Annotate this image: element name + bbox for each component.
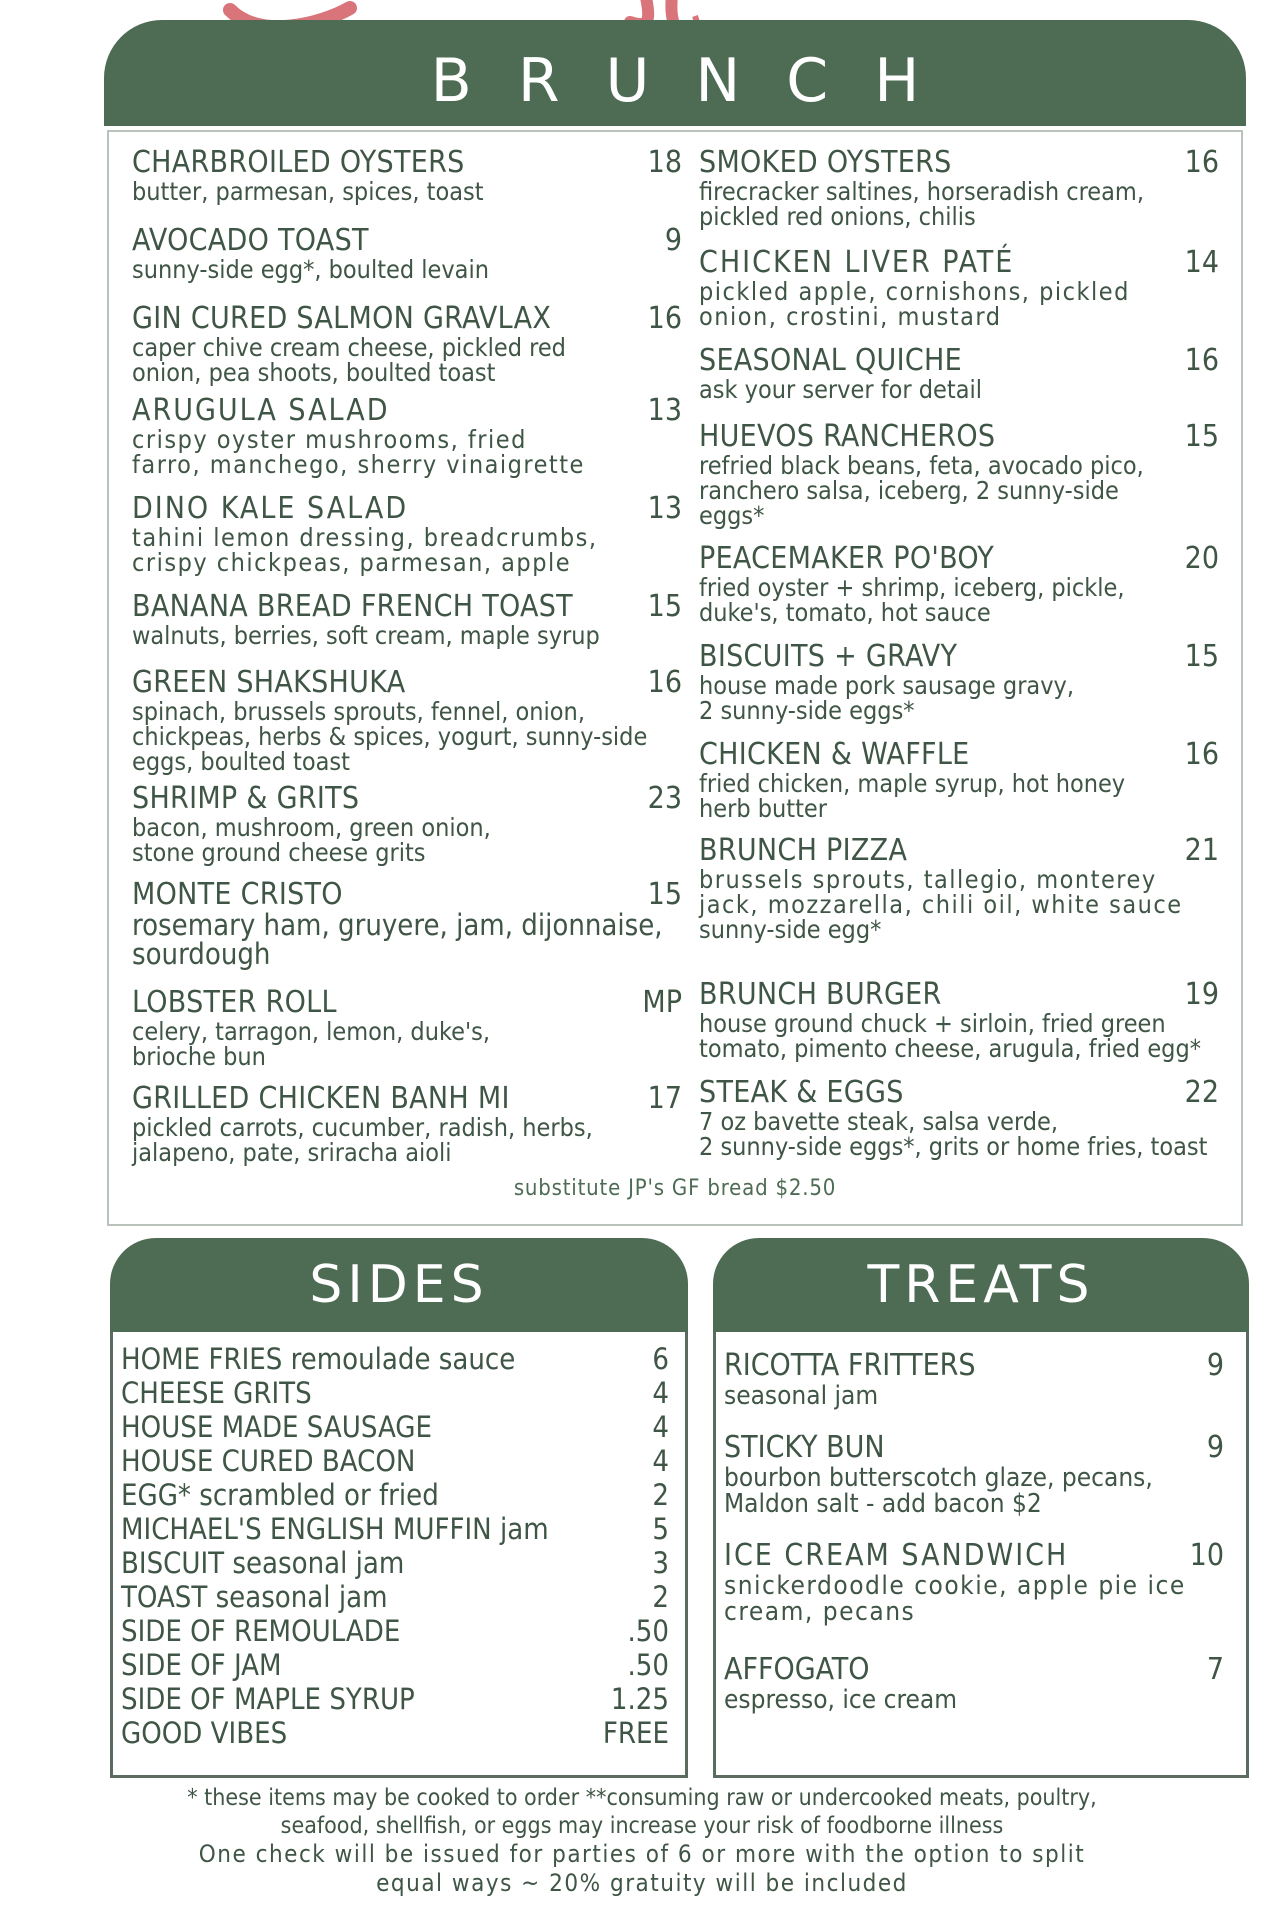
item-desc: tahini lemon dressing, breadcrumbs, <box>132 523 598 552</box>
treat-price: 9 <box>1206 1430 1224 1465</box>
side-price: 4 <box>652 1376 669 1410</box>
brunch-header <box>104 20 1246 126</box>
side-name: HOME FRIES remoulade sauce <box>121 1342 516 1376</box>
item-price: 16 <box>1184 343 1219 378</box>
treats-header <box>713 1238 1249 1332</box>
item-price: 9 <box>664 223 682 258</box>
treat-name: RICOTTA FRITTERS <box>724 1348 976 1383</box>
item-name: AVOCADO TOAST <box>132 223 369 258</box>
item-desc: farro, manchego, sherry vinaigrette <box>132 450 585 479</box>
item-desc: sunny-side egg*, boulted levain <box>132 255 489 284</box>
side-price: 1.25 <box>610 1682 669 1716</box>
item-price: 14 <box>1184 245 1219 280</box>
item-price: MP <box>642 985 682 1020</box>
sides-title: SIDES <box>309 1255 489 1315</box>
item-desc: butter, parmesan, spices, toast <box>132 177 484 206</box>
item-name: DINO KALE SALAD <box>132 491 409 526</box>
side-item <box>121 1648 669 1682</box>
item-price: 13 <box>647 393 682 428</box>
side-price: 2 <box>652 1478 669 1512</box>
side-item <box>121 1682 669 1716</box>
menu-item <box>699 541 1219 627</box>
item-desc: herb butter <box>699 794 828 823</box>
side-item <box>121 1410 669 1444</box>
menu-item <box>699 1075 1219 1161</box>
menu-item <box>132 223 682 284</box>
item-price: 21 <box>1184 833 1219 868</box>
item-name: SEASONAL QUICHE <box>699 343 962 378</box>
item-desc: pickled apple, cornishons, pickled <box>699 277 1130 306</box>
side-price: 2 <box>652 1580 669 1614</box>
item-desc: caper chive cream cheese, pickled red <box>132 333 566 362</box>
item-desc: fried chicken, maple syrup, hot honey <box>699 769 1126 798</box>
menu-item <box>699 833 1219 944</box>
side-price: 3 <box>652 1546 669 1580</box>
treat-desc: snickerdoodle cookie, apple pie ice <box>724 1571 1186 1601</box>
item-price: 15 <box>647 877 682 912</box>
item-desc: walnuts, berries, soft cream, maple syrup <box>132 621 600 650</box>
item-desc: onion, pea shoots, boulted toast <box>132 358 496 387</box>
side-name: HOUSE MADE SAUSAGE <box>121 1410 432 1444</box>
gf-bread-note: substitute JP's GF bread $2.50 <box>513 1176 837 1201</box>
side-price: 4 <box>652 1410 669 1444</box>
footer-gratuity-line-1: One check will be issued for parties of 6 or more with the option to split <box>198 1840 1086 1868</box>
menu-item <box>132 301 682 387</box>
side-name: TOAST seasonal jam <box>121 1580 388 1614</box>
menu-item <box>699 419 1219 530</box>
item-desc: eggs* <box>699 501 765 530</box>
side-name: EGG* scrambled or fried <box>121 1478 439 1512</box>
item-desc: pickled red onions, chilis <box>699 202 976 231</box>
side-name: SIDE OF MAPLE SYRUP <box>121 1682 415 1716</box>
item-desc: chickpeas, herbs & spices, yogurt, sunny-side <box>132 722 648 751</box>
treat-item <box>724 1430 1224 1517</box>
treat-price: 10 <box>1189 1538 1224 1573</box>
item-price: 17 <box>647 1081 682 1116</box>
side-item <box>121 1580 669 1614</box>
menu-item <box>699 145 1219 231</box>
menu-item <box>132 985 682 1071</box>
side-item <box>121 1444 669 1478</box>
menu-item <box>132 491 682 577</box>
item-price: 20 <box>1184 541 1219 576</box>
item-desc: 7 oz bavette steak, salsa verde, <box>699 1107 1059 1136</box>
item-name: PEACEMAKER PO'BOY <box>699 541 995 576</box>
item-desc: tomato, pimento cheese, arugula, fried egg* <box>699 1034 1201 1063</box>
item-desc: house ground chuck + sirloin, fried green <box>699 1009 1166 1038</box>
treat-desc: Maldon salt - add bacon $2 <box>724 1489 1042 1519</box>
menu-item <box>132 665 682 776</box>
item-price: 15 <box>647 589 682 624</box>
item-name: CHICKEN & WAFFLE <box>699 737 970 772</box>
item-price: 19 <box>1184 977 1219 1012</box>
treat-desc: espresso, ice cream <box>724 1685 958 1715</box>
treats-body <box>713 1332 1249 1778</box>
item-name: BANANA BREAD FRENCH TOAST <box>132 589 573 624</box>
side-price: 4 <box>652 1444 669 1478</box>
side-item <box>121 1614 669 1648</box>
side-item <box>121 1546 669 1580</box>
treat-price: 9 <box>1206 1348 1224 1383</box>
item-desc: stone ground cheese grits <box>132 838 426 867</box>
item-desc: 2 sunny-side eggs*, grits or home fries, toast <box>699 1132 1208 1161</box>
side-name: BISCUIT seasonal jam <box>121 1546 405 1580</box>
item-desc: refried black beans, feta, avocado pico, <box>699 451 1144 480</box>
menu-item <box>699 737 1219 823</box>
treat-desc: cream, pecans <box>724 1597 916 1627</box>
item-name: BISCUITS + GRAVY <box>699 639 958 674</box>
side-name: MICHAEL'S ENGLISH MUFFIN jam <box>121 1512 549 1546</box>
item-name: ARUGULA SALAD <box>132 393 390 428</box>
item-price: 16 <box>647 301 682 336</box>
side-item <box>121 1342 669 1376</box>
item-desc: brussels sprouts, tallegio, monterey <box>699 865 1157 894</box>
side-name: GOOD VIBES <box>121 1716 288 1750</box>
item-desc: onion, crostini, mustard <box>699 302 1002 331</box>
item-name: HUEVOS RANCHEROS <box>699 419 996 454</box>
item-desc: eggs, boulted toast <box>132 747 350 776</box>
menu-item <box>132 589 682 650</box>
item-price: 23 <box>647 781 682 816</box>
treat-item <box>724 1348 1224 1409</box>
brunch-menu-box <box>107 130 1243 1226</box>
footer-gratuity-line-2: equal ways ~ 20% gratuity will be included <box>376 1869 908 1897</box>
item-desc: house made pork sausage gravy, <box>699 671 1074 700</box>
item-desc: fried oyster + shrimp, iceberg, pickle, <box>699 573 1125 602</box>
menu-item <box>699 343 1219 404</box>
sides-list <box>121 1342 669 1750</box>
item-desc: jack, mozzarella, chili oil, white sauce <box>699 890 1183 919</box>
side-item <box>121 1376 669 1410</box>
sides-body <box>110 1332 688 1778</box>
menu-item <box>699 977 1219 1063</box>
item-desc: bacon, mushroom, green onion, <box>132 813 491 842</box>
item-name: GREEN SHAKSHUKA <box>132 665 406 700</box>
treat-name: STICKY BUN <box>724 1430 885 1465</box>
brunch-title: BRUNCH <box>430 46 966 116</box>
menu-item <box>132 145 682 206</box>
treats-panel <box>713 1238 1249 1778</box>
item-desc: celery, tarragon, lemon, duke's, <box>132 1017 490 1046</box>
item-desc: firecracker saltines, horseradish cream, <box>699 177 1144 206</box>
treat-desc: bourbon butterscotch glaze, pecans, <box>724 1463 1153 1493</box>
item-desc: sourdough <box>132 937 271 971</box>
side-price: 6 <box>652 1342 669 1376</box>
item-desc: 2 sunny-side eggs* <box>699 696 915 725</box>
treat-name: AFFOGATO <box>724 1652 870 1687</box>
side-name: SIDE OF REMOULADE <box>121 1614 401 1648</box>
footer-allergy-line-1: * these items may be cooked to order **consuming raw or undercooked meats, poultry, <box>187 1785 1097 1811</box>
side-name: CHEESE GRITS <box>121 1376 312 1410</box>
menu-item <box>699 245 1219 331</box>
item-desc: brioche bun <box>132 1042 266 1071</box>
side-item <box>121 1512 669 1546</box>
item-price: 13 <box>647 491 682 526</box>
menu-item <box>132 781 682 867</box>
item-price: 16 <box>647 665 682 700</box>
menu-item <box>699 639 1219 725</box>
item-name: LOBSTER ROLL <box>132 985 337 1020</box>
item-desc: ask your server for detail <box>699 375 982 404</box>
side-name: SIDE OF JAM <box>121 1648 282 1682</box>
menu-item <box>132 1081 682 1167</box>
side-price: 5 <box>652 1512 669 1546</box>
menu-item <box>132 877 682 971</box>
item-name: BRUNCH PIZZA <box>699 833 908 868</box>
item-price: 16 <box>1184 737 1219 772</box>
item-name: CHICKEN LIVER PATÉ <box>699 245 1015 280</box>
item-name: BRUNCH BURGER <box>699 977 942 1012</box>
item-name: SMOKED OYSTERS <box>699 145 952 180</box>
item-name: CHARBROILED OYSTERS <box>132 145 465 180</box>
item-desc: rosemary ham, gruyere, jam, dijonnaise, <box>132 908 663 942</box>
side-price: .50 <box>627 1614 669 1648</box>
sides-panel <box>110 1238 688 1778</box>
menu-item <box>132 393 682 479</box>
footer-allergy-line-2: seafood, shellfish, or eggs may increase your risk of foodborne illness <box>280 1813 1004 1839</box>
item-price: 18 <box>647 145 682 180</box>
item-desc: crispy oyster mushrooms, fried <box>132 425 527 454</box>
item-name: STEAK & EGGS <box>699 1075 904 1110</box>
treat-price: 7 <box>1206 1652 1224 1687</box>
item-desc: pickled carrots, cucumber, radish, herbs, <box>132 1113 593 1142</box>
side-name: HOUSE CURED BACON <box>121 1444 416 1478</box>
item-name: SHRIMP & GRITS <box>132 781 360 816</box>
item-desc: ranchero salsa, iceberg, 2 sunny-side <box>699 476 1119 505</box>
item-price: 22 <box>1184 1075 1219 1110</box>
side-price: FREE <box>602 1716 669 1750</box>
footer <box>0 1784 1284 1898</box>
item-price: 15 <box>1184 419 1219 454</box>
item-desc: spinach, brussels sprouts, fennel, onion, <box>132 697 585 726</box>
treats-title: TREATS <box>867 1255 1095 1315</box>
item-price: 15 <box>1184 639 1219 674</box>
treat-item <box>724 1538 1224 1625</box>
item-name: GIN CURED SALMON GRAVLAX <box>132 301 552 336</box>
side-item <box>121 1716 669 1750</box>
treat-item <box>724 1652 1224 1713</box>
side-item <box>121 1478 669 1512</box>
item-desc: crispy chickpeas, parmesan, apple <box>132 548 572 577</box>
treat-name: ICE CREAM SANDWICH <box>724 1538 1069 1573</box>
side-price: .50 <box>627 1648 669 1682</box>
item-desc: sunny-side egg* <box>699 915 882 944</box>
item-desc: duke's, tomato, hot sauce <box>699 598 991 627</box>
item-desc: jalapeno, pate, sriracha aioli <box>132 1138 452 1167</box>
treat-desc: seasonal jam <box>724 1381 879 1411</box>
item-name: MONTE CRISTO <box>132 877 343 912</box>
item-price: 16 <box>1184 145 1219 180</box>
sides-header <box>110 1238 688 1332</box>
item-name: GRILLED CHICKEN BANH MI <box>132 1081 510 1116</box>
